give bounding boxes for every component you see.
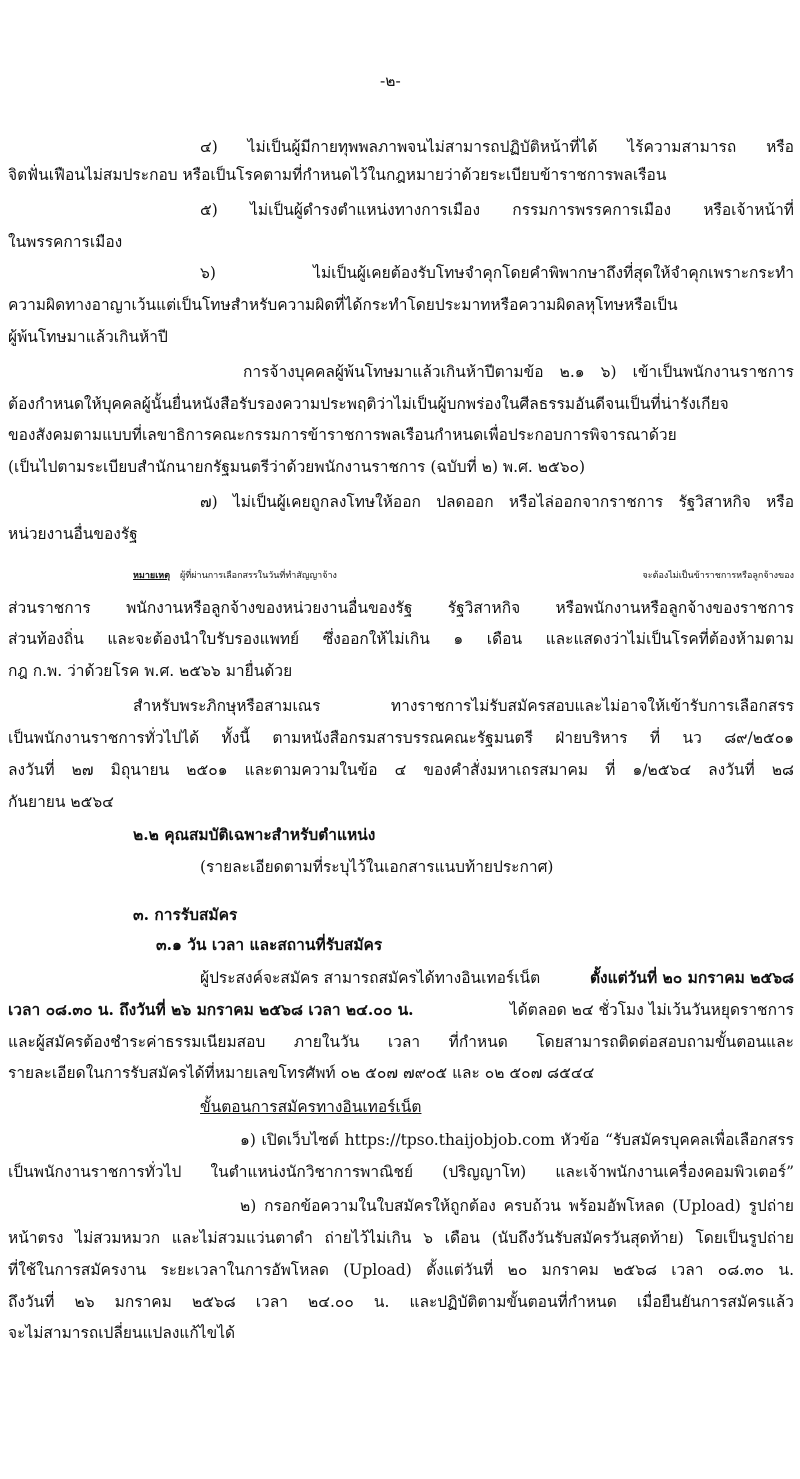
page-number: -๒- — [380, 72, 401, 90]
step2-line4: ถึงวันที่ ๒๖ มกราคม ๒๕๖๘ เวลา ๒๔.๐๐ น. และปฏิบัติตามขั้นตอนที่กำหนด เมื่อยืนยันการสมัครแล้ว — [8, 1293, 794, 1311]
step2-line1: ๒) กรอกข้อความในใบสมัครให้ถูกต้อง ครบถ้วน พร้อมอัพโหลด (Upload) รูปถ่าย — [240, 1197, 794, 1215]
hire-note-line4: (เป็นไปตามระเบียบสำนักนายกรัฐมนตรีว่าด้วยพนักงานราชการ (ฉบับที่ ๒) พ.ศ. ๒๕๖๐) — [8, 458, 586, 476]
step1-line2: เป็นพนักงานราชการทั่วไป ในตำแหน่งนักวิชาการพาณิชย์ (ปริญญาโท) และเจ้าพนักงานเครื่องคอมพิวเตอร์” — [8, 1163, 794, 1181]
hire-note-line2: ต้องกำหนดให้บุคคลผู้นั้นยื่นหนังสือรับรองความประพฤติว่าไม่เป็นผู้บกพร่องในศีลธรรมอันดีจนเป็นที่น่ารังเกียจ — [8, 395, 729, 413]
monk-line4: กันยายน ๒๕๖๔ — [8, 793, 114, 811]
remark-line3: ส่วนท้องถิ่น และจะต้องนำใบรับรองแพทย์ ซึ่งออกให้ไม่เกิน ๑ เดือน และแสดงว่าไม่เป็นโรคที่ต้องห้ามตาม — [8, 630, 794, 648]
applying-line1-text: ผู้ประสงค์จะสมัคร สามารถสมัครได้ทางอินเทอร์เน็ต — [200, 969, 541, 987]
item5-line1: ๕) ไม่เป็นผู้ดำรงตำแหน่งทางการเมือง กรรมการพรรคการเมือง หรือเจ้าหน้าที่ — [200, 201, 794, 219]
step1-line1: ๑) เปิดเว็บไซต์ https://tpso.thaijobjob.com หัวข้อ “รับสมัครบุคคลเพื่อเลือกสรร — [240, 1131, 794, 1149]
applying-start-date: ตั้งแต่วันที่ ๒๐ มกราคม ๒๕๖๘ — [589, 968, 794, 987]
monk-line3: ลงวันที่ ๒๗ มิถุนายน ๒๕๐๑ และตามความในข้อ ๔ ของคำสั่งมหาเถรสมาคม ที่ ๑/๒๕๖๔ ลงวันที่ ๒๘ — [8, 761, 794, 779]
applying-line2-text: ได้ตลอด ๒๔ ชั่วโมง ไม่เว้นวันหยุดราชการ — [509, 1001, 794, 1019]
remark-label: หมายเหตุ — [133, 571, 171, 581]
section-2-2-heading: ๒.๒ คุณสมบัติเฉพาะสำหรับตำแหน่ง — [133, 825, 376, 844]
monk-line2: เป็นพนักงานราชการทั่วไปได้ ทั้งนี้ ตามหนังสือกรมสารบรรณคณะรัฐมนตรี ฝ่ายบริหาร ที่ นว ๘๙/๒๕๐๑ — [8, 729, 794, 747]
remark-line4: กฎ ก.พ. ว่าด้วยโรค พ.ศ. ๒๕๖๖ มายื่นด้วย — [8, 662, 293, 680]
remark-line2: ส่วนราชการ พนักงานหรือลูกจ้างของหน่วยงานอื่นของรัฐ รัฐวิสาหกิจ หรือพนักงานหรือลูกจ้างของราชการ — [8, 599, 794, 617]
hire-note-line3: ของสังคมตามแบบที่เลขาธิการคณะกรรมการข้าราชการพลเรือนกำหนดเพื่อประกอบการพิจารณาด้วย — [8, 426, 677, 444]
item6-line2: ความผิดทางอาญาเว้นแต่เป็นโทษสำหรับความผิดที่ได้กระทำโดยประมาทหรือความผิดลหุโทษหรือเป็น — [8, 296, 678, 314]
remark-line1 — [133, 565, 794, 587]
step2-line5: จะไม่สามารถเปลี่ยนแปลงแก้ไขได้ — [8, 1324, 236, 1342]
item6-line1: ๖) ไม่เป็นผู้เคยต้องรับโทษจำคุกโดยคำพิพากษาถึงที่สุดให้จำคุกเพราะกระทำ — [200, 264, 794, 282]
applying-line1 — [200, 967, 794, 989]
applying-line3: และผู้สมัครต้องชำระค่าธรรมเนียมสอบ ภายในวัน เวลา ที่กำหนด โดยสามารถติดต่อสอบถามขั้นตอนและ — [8, 1033, 794, 1051]
applying-line2 — [8, 999, 794, 1021]
internet-steps-title: ขั้นตอนการสมัครทางอินเทอร์เน็ต — [200, 1098, 422, 1116]
item5-line2: ในพรรคการเมือง — [8, 233, 123, 251]
item4-line1: ๔) ไม่เป็นผู้มีกายทุพพลภาพจนไม่สามารถปฏิบัติหน้าที่ได้ ไร้ความสามารถ หรือ — [200, 138, 794, 156]
section-2-2-note: (รายละเอียดตามที่ระบุไว้ในเอกสารแนบท้ายประกาศ) — [200, 858, 554, 876]
item4-line2: จิตฟั่นเฟือนไม่สมประกอบ หรือเป็นโรคตามที่กำหนดไว้ในกฎหมายว่าด้วยระเบียบข้าราชการพลเรือน — [8, 166, 667, 184]
step2-line2: หน้าตรง ไม่สวมหมวก และไม่สวมแว่นตาดำ ถ่ายไว้ไม่เกิน ๖ เดือน (นับถึงวันรับสมัครวันสุดท้าย) โดยเป็นรูปถ่าย — [8, 1229, 794, 1247]
applying-end-date: เวลา ๐๘.๓๐ น. ถึงวันที่ ๒๖ มกราคม ๒๕๖๘ เวลา ๒๔.๐๐ น. — [8, 1000, 414, 1019]
item7-line1: ๗) ไม่เป็นผู้เคยถูกลงโทษให้ออก ปลดออก หรือไล่ออกจากราชการ รัฐวิสาหกิจ หรือ — [200, 493, 794, 511]
item6-line3: ผู้พ้นโทษมาแล้วเกินห้าปี — [8, 328, 168, 346]
section-3-heading: ๓. การรับสมัคร — [133, 905, 238, 924]
remark-line1-text: ผู้ที่ผ่านการเลือกสรรในวันที่ทำสัญญาจ้าง จะต้องไม่เป็นข้าราชการหรือลูกจ้างของ — [180, 571, 794, 581]
hire-note-line1: การจ้างบุคคลผู้พ้นโทษมาแล้วเกินห้าปีตามข้อ ๒.๑ ๖) เข้าเป็นพนักงานราชการ — [243, 363, 794, 381]
item7-line2: หน่วยงานอื่นของรัฐ — [8, 525, 138, 543]
monk-line1: สำหรับพระภิกษุหรือสามเณร ทางราชการไม่รับสมัครสอบและไม่อาจให้เข้ารับการเลือกสรร — [133, 697, 794, 715]
step2-line3: ที่ใช้ในการสมัครงาน ระยะเวลาในการอัพโหลด (Upload) ตั้งแต่วันที่ ๒๐ มกราคม ๒๕๖๘ เวลา ๐๘.๓๐ น. — [8, 1261, 794, 1279]
section-3-1-heading: ๓.๑ วัน เวลา และสถานที่รับสมัคร — [156, 935, 383, 954]
applying-line4: รายละเอียดในการรับสมัครได้ที่หมายเลขโทรศัพท์ ๐๒ ๕๐๗ ๗๙๐๕ และ ๐๒ ๕๐๗ ๘๕๔๔ — [8, 1064, 595, 1082]
